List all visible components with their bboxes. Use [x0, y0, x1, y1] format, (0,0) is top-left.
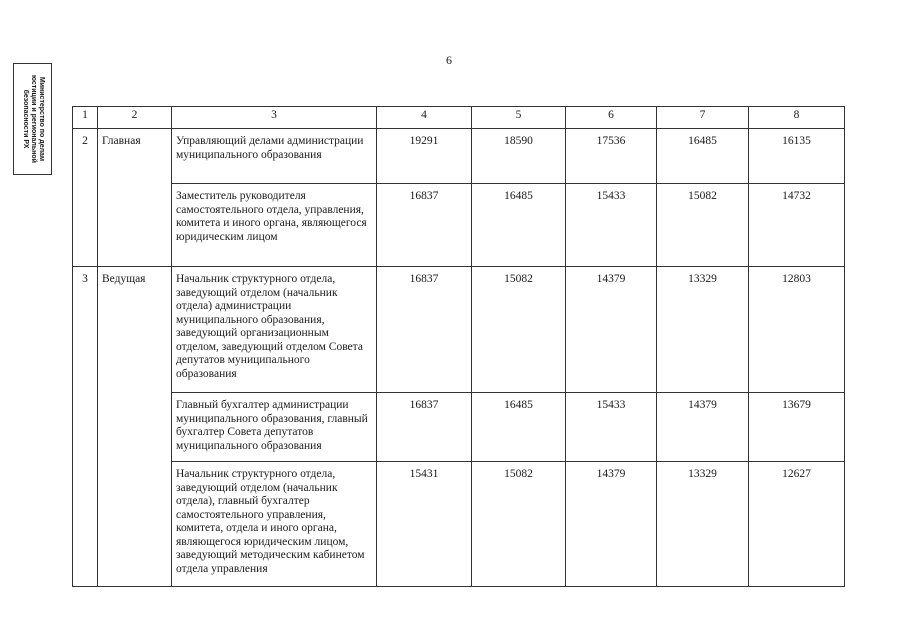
value-cell: 13679 — [749, 393, 845, 462]
value-cell: 15082 — [657, 184, 749, 267]
stamp-line: юстиции и региональной — [29, 75, 37, 163]
value-cell: 15082 — [472, 462, 566, 587]
table-row — [73, 393, 845, 462]
position-cell: Главный бухгалтер администрации муниципального образования, главный бухгалтер Совета депутатов муниципального образования — [172, 393, 377, 462]
value-cell: 13329 — [657, 267, 749, 393]
header-cell: 5 — [472, 107, 566, 129]
value-cell: 12627 — [749, 462, 845, 587]
value-cell: 15082 — [472, 267, 566, 393]
position-cell: Управляющий делами администрации муниципального образования — [172, 129, 377, 184]
header-cell: 2 — [98, 107, 172, 129]
value-cell: 16837 — [377, 393, 472, 462]
value-cell: 15433 — [566, 393, 657, 462]
value-cell: 16485 — [472, 393, 566, 462]
value-cell: 12803 — [749, 267, 845, 393]
value-cell: 14379 — [566, 462, 657, 587]
page-number: 6 — [446, 53, 452, 67]
value-cell: 18590 — [472, 129, 566, 184]
group-number: 3 — [73, 267, 98, 587]
value-cell: 14379 — [566, 267, 657, 393]
value-cell: 14732 — [749, 184, 845, 267]
header-cell: 8 — [749, 107, 845, 129]
value-cell: 19291 — [377, 129, 472, 184]
group-name: Главная — [98, 129, 172, 267]
header-cell: 4 — [377, 107, 472, 129]
value-cell: 16837 — [377, 267, 472, 393]
header-cell: 3 — [172, 107, 377, 129]
position-cell: Начальник структурного отдела, заведующий отделом (начальник отдела) администрации муниципального образования, заведующий организационным отделом, заведующий отделом Совета депутатов муниципального образования — [172, 267, 377, 393]
position-cell: Начальник структурного отдела, заведующий отделом (начальник отдела), главный бухгалтер самостоятельного управления, комитета, отдела и иного органа, являющегося юридическим лицом, заведующий методическим кабинетом отдела управления — [172, 462, 377, 587]
header-cell: 1 — [73, 107, 98, 129]
group-number: 2 — [73, 129, 98, 267]
value-cell: 15431 — [377, 462, 472, 587]
header-cell: 7 — [657, 107, 749, 129]
value-cell: 17536 — [566, 129, 657, 184]
value-cell: 14379 — [657, 393, 749, 462]
table-row — [73, 462, 845, 587]
table-header-row — [73, 107, 845, 129]
value-cell: 16135 — [749, 129, 845, 184]
value-cell: 16837 — [377, 184, 472, 267]
table-row — [73, 184, 845, 267]
value-cell: 16485 — [472, 184, 566, 267]
stamp-line: безопасности РХ — [21, 89, 29, 149]
table-row — [73, 129, 845, 184]
registration-stamp — [13, 63, 52, 175]
group-name: Ведущая — [98, 267, 172, 587]
value-cell: 16485 — [657, 129, 749, 184]
position-cell: Заместитель руководителя самостоятельного отдела, управления, комитета и иного органа, являющегося юридическим лицом — [172, 184, 377, 267]
value-cell: 15433 — [566, 184, 657, 267]
stamp-text — [21, 65, 45, 173]
salary-table — [72, 106, 845, 587]
table-row — [73, 267, 845, 393]
value-cell: 13329 — [657, 462, 749, 587]
stamp-line: Министерство по делам — [37, 76, 45, 162]
header-cell: 6 — [566, 107, 657, 129]
